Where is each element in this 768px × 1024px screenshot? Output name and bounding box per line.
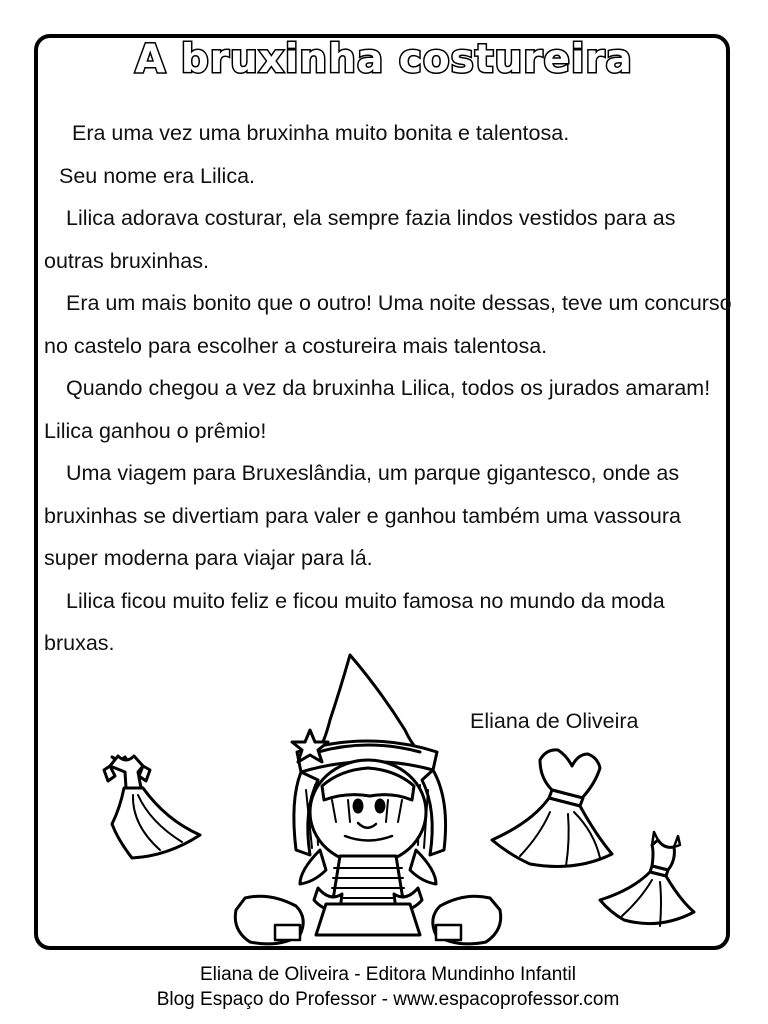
page-title: A bruxinha costureira bbox=[135, 37, 633, 82]
story-paragraph: Quando chegou a vez da bruxinha Lilica, todos os jurados amaram! Lilica ganhou o prêmio! bbox=[44, 376, 711, 443]
dress-left-icon bbox=[104, 756, 200, 858]
dress-small-icon bbox=[600, 832, 694, 926]
witch-girl-illustration bbox=[235, 655, 500, 944]
story-paragraph: Era uma vez uma bruxinha muito bonita e talentosa. bbox=[72, 121, 570, 145]
story-paragraph: Era um mais bonito que o outro! Uma noite dessas, teve um concurso no castelo para escolher a costureira mais talentosa. bbox=[44, 291, 732, 358]
story-paragraph: Seu nome era Lilica. bbox=[59, 163, 255, 188]
footer-credits bbox=[0, 962, 768, 1012]
footer-line: Eliana de Oliveira - Editora Mundinho Infantil bbox=[200, 964, 576, 985]
story-paragraph: Uma viagem para Bruxeslândia, um parque gigantesco, onde as bruxinhas se divertiam para valer e ganhou também uma vassoura super moderna para viajar para lá. bbox=[44, 461, 681, 570]
story-paragraph: Lilica adorava costurar, ela sempre fazia lindos vestidos para as outras bruxinhas. bbox=[44, 206, 676, 273]
story-paragraph: Lilica ficou muito feliz e ficou muito famosa no mundo da moda bruxas. bbox=[44, 588, 665, 655]
author-name: Eliana de Oliveira bbox=[470, 709, 639, 733]
dress-right-icon bbox=[492, 750, 612, 867]
footer-line: Blog Espaço do Professor - www.espacoprofessor.com bbox=[156, 989, 620, 1010]
